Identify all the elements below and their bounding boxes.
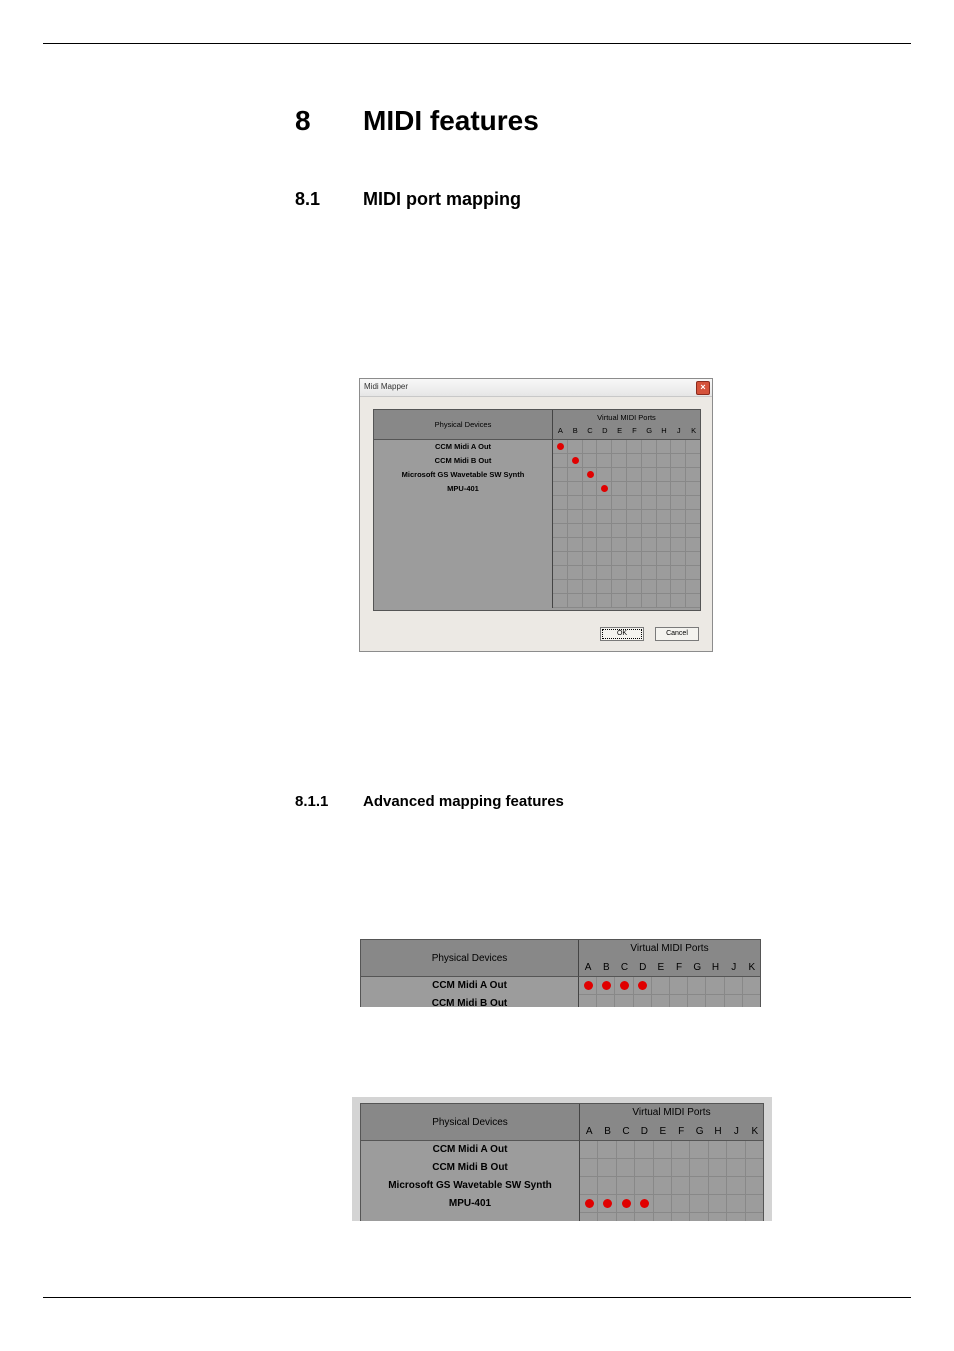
matrix-cell[interactable] (642, 454, 657, 468)
mapping-dot[interactable] (620, 981, 629, 990)
matrix-cell[interactable] (642, 496, 657, 510)
port-letter-d: D (602, 426, 608, 435)
matrix-cell[interactable] (686, 454, 701, 468)
mapping-grid (373, 409, 701, 611)
matrix-cell[interactable] (672, 1159, 690, 1177)
device-label: MPU-401 (447, 484, 479, 493)
port-letter-a: A (557, 426, 563, 435)
matrix-cell[interactable] (583, 510, 598, 524)
matrix-cell[interactable] (583, 482, 598, 496)
matrix-cell[interactable] (612, 566, 627, 580)
matrix-cell[interactable] (568, 482, 583, 496)
matrix-cell[interactable] (597, 510, 612, 524)
matrix-cell[interactable] (597, 538, 612, 552)
matrix-cell[interactable] (597, 524, 612, 538)
mapping-dot[interactable] (622, 1199, 631, 1208)
port-letter-b: B (604, 1126, 611, 1137)
matrix-cell[interactable] (709, 1195, 727, 1213)
port-letter-f: F (678, 1126, 685, 1137)
matrix-cell[interactable] (597, 468, 612, 482)
matrix-cell[interactable] (746, 1159, 764, 1177)
mapping-dot[interactable] (638, 981, 647, 990)
matrix-cell[interactable] (671, 566, 686, 580)
matrix-cell[interactable] (553, 510, 568, 524)
matrix-cell[interactable] (746, 1195, 764, 1213)
virtual-ports-title: Virtual MIDI Ports (597, 413, 656, 422)
matrix-cell[interactable] (597, 552, 612, 566)
matrix-cell[interactable] (612, 524, 627, 538)
matrix-cell[interactable] (553, 538, 568, 552)
matrix-cell[interactable] (686, 468, 701, 482)
matrix-cell[interactable] (642, 552, 657, 566)
footer-rule (43, 1297, 911, 1298)
matrix-cell[interactable] (627, 496, 642, 510)
matrix-cell[interactable] (654, 1195, 672, 1213)
matrix-cell[interactable] (627, 566, 642, 580)
matrix-cell[interactable] (612, 538, 627, 552)
subsubsection-number: 8.1.1 (295, 793, 329, 810)
port-letter-f: F (632, 426, 637, 435)
mapping-dot[interactable] (601, 485, 608, 492)
port-letter-g: G (646, 426, 653, 435)
device-label: CCM Midi B Out (432, 1162, 508, 1173)
matrix-cell[interactable] (598, 1177, 616, 1195)
mapping-dot[interactable] (572, 457, 579, 464)
port-matrix (579, 1141, 763, 1221)
port-letter-a: A (585, 1126, 593, 1137)
matrix-cell[interactable] (657, 510, 672, 524)
matrix-cell[interactable] (671, 580, 686, 594)
mapping-dot[interactable] (603, 1199, 612, 1208)
matrix-cell[interactable] (727, 1195, 745, 1213)
matrix-cell[interactable] (686, 524, 701, 538)
mapping-dot[interactable] (585, 1199, 594, 1208)
matrix-cell[interactable] (568, 538, 583, 552)
matrix-cell[interactable] (642, 482, 657, 496)
matrix-cell[interactable] (553, 454, 568, 468)
matrix-cell[interactable] (580, 1141, 598, 1159)
port-letter-e: E (617, 426, 623, 435)
matrix-cell[interactable] (688, 995, 706, 1007)
matrix-cell[interactable] (686, 538, 701, 552)
matrix-cell[interactable] (635, 1141, 653, 1159)
matrix-cell[interactable] (627, 538, 642, 552)
matrix-cell[interactable] (617, 1177, 635, 1195)
matrix-cell[interactable] (617, 1141, 635, 1159)
matrix-cell[interactable] (727, 1213, 745, 1221)
subsection-title: MIDI port mapping (363, 189, 521, 209)
port-letter-j: J (733, 1126, 739, 1137)
matrix-cell[interactable] (642, 566, 657, 580)
port-letter-k: K (691, 426, 697, 435)
matrix-cell[interactable] (690, 1213, 708, 1221)
port-letter-h: H (714, 1126, 722, 1137)
matrix-cell[interactable] (597, 594, 612, 608)
matrix-cell[interactable] (553, 552, 568, 566)
matrix-cell[interactable] (597, 995, 615, 1007)
matrix-cell[interactable] (686, 566, 701, 580)
matrix-cell[interactable] (706, 977, 724, 995)
matrix-cell[interactable] (672, 1213, 690, 1221)
matrix-cell[interactable] (642, 538, 657, 552)
section-number: 8 (295, 105, 311, 136)
section-title: MIDI features (363, 105, 539, 136)
matrix-cell[interactable] (671, 482, 686, 496)
matrix-cell[interactable] (583, 580, 598, 594)
matrix-cell[interactable] (634, 995, 652, 1007)
mapping-grid-one-to-many (360, 939, 761, 1007)
matrix-cell[interactable] (568, 524, 583, 538)
port-letter-g: G (693, 962, 702, 973)
matrix-cell[interactable] (706, 995, 724, 1007)
matrix-cell[interactable] (642, 580, 657, 594)
matrix-cell[interactable] (670, 995, 688, 1007)
matrix-cell[interactable] (743, 977, 761, 995)
matrix-cell[interactable] (583, 552, 598, 566)
matrix-cell[interactable] (627, 482, 642, 496)
matrix-cell[interactable] (612, 468, 627, 482)
matrix-cell[interactable] (553, 580, 568, 594)
matrix-cell[interactable] (690, 1141, 708, 1159)
matrix-cell[interactable] (671, 468, 686, 482)
matrix-cell[interactable] (612, 440, 627, 454)
matrix-cell[interactable] (642, 440, 657, 454)
matrix-cell[interactable] (568, 580, 583, 594)
mapping-dot[interactable] (584, 981, 593, 990)
matrix-cell[interactable] (568, 440, 583, 454)
matrix-cell[interactable] (671, 440, 686, 454)
matrix-cell[interactable] (654, 1159, 672, 1177)
port-letter-h: H (661, 426, 667, 435)
matrix-cell[interactable] (598, 1213, 616, 1221)
device-label: CCM Midi A Out (434, 442, 492, 451)
port-letter-k: K (748, 962, 756, 973)
port-letter-d: D (639, 962, 647, 973)
matrix-cell[interactable] (657, 454, 672, 468)
port-letter-d: D (640, 1126, 648, 1137)
port-letter-c: C (620, 962, 629, 973)
matrix-cell[interactable] (727, 1159, 745, 1177)
cancel-button[interactable]: Cancel (655, 627, 699, 641)
matrix-cell[interactable] (627, 594, 642, 608)
matrix-cell[interactable] (568, 496, 583, 510)
matrix-cell[interactable] (657, 580, 672, 594)
matrix-cell[interactable] (654, 1177, 672, 1195)
matrix-cell[interactable] (642, 594, 657, 608)
close-icon[interactable]: × (696, 381, 710, 395)
matrix-cell[interactable] (627, 580, 642, 594)
matrix-cell[interactable] (642, 468, 657, 482)
port-letter-c: C (622, 1126, 630, 1137)
matrix-cell[interactable] (642, 510, 657, 524)
matrix-cell[interactable] (642, 524, 657, 538)
port-letter-j: J (731, 962, 737, 973)
dialog-title: Midi Mapper (364, 382, 409, 391)
device-label: Microsoft GS Wavetable SW Synth (388, 1180, 552, 1191)
matrix-cell[interactable] (657, 594, 672, 608)
device-label: CCM Midi B Out (434, 456, 492, 465)
matrix-cell[interactable] (686, 580, 701, 594)
matrix-cell[interactable] (580, 1177, 598, 1195)
matrix-cell[interactable] (671, 594, 686, 608)
virtual-ports-header (579, 1104, 763, 1141)
matrix-cell[interactable] (657, 552, 672, 566)
matrix-cell[interactable] (688, 977, 706, 995)
matrix-cell[interactable] (725, 995, 743, 1007)
matrix-cell[interactable] (597, 566, 612, 580)
matrix-cell[interactable] (746, 1141, 764, 1159)
port-letter-j: J (676, 426, 681, 435)
port-letter-c: C (587, 426, 593, 435)
matrix-cell[interactable] (597, 580, 612, 594)
matrix-cell[interactable] (743, 995, 761, 1007)
port-matrix (578, 977, 760, 1007)
port-letter-g: G (695, 1126, 704, 1137)
matrix-cell[interactable] (635, 1159, 653, 1177)
matrix-cell[interactable] (617, 1213, 635, 1221)
matrix-cell[interactable] (580, 1159, 598, 1177)
matrix-cell[interactable] (597, 454, 612, 468)
matrix-cell[interactable] (553, 524, 568, 538)
matrix-cell[interactable] (671, 454, 686, 468)
port-letter-e: E (657, 962, 665, 973)
matrix-cell[interactable] (553, 482, 568, 496)
device-label: CCM Midi A Out (432, 1144, 508, 1155)
matrix-cell[interactable] (657, 468, 672, 482)
matrix-cell[interactable] (553, 566, 568, 580)
matrix-cell[interactable] (568, 594, 583, 608)
matrix-cell[interactable] (654, 1213, 672, 1221)
matrix-cell[interactable] (598, 1159, 616, 1177)
matrix-cell[interactable] (709, 1213, 727, 1221)
matrix-cell[interactable] (583, 524, 598, 538)
matrix-cell[interactable] (657, 496, 672, 510)
matrix-cell[interactable] (670, 977, 688, 995)
matrix-cell[interactable] (635, 1213, 653, 1221)
matrix-cell[interactable] (746, 1177, 764, 1195)
matrix-cell[interactable] (727, 1177, 745, 1195)
matrix-cell[interactable] (671, 538, 686, 552)
matrix-cell[interactable] (709, 1177, 727, 1195)
matrix-cell[interactable] (657, 538, 672, 552)
matrix-cell[interactable] (671, 510, 686, 524)
matrix-cell[interactable] (627, 510, 642, 524)
matrix-cell[interactable] (597, 440, 612, 454)
matrix-cell[interactable] (627, 524, 642, 538)
matrix-cell[interactable] (568, 510, 583, 524)
matrix-cell[interactable] (612, 594, 627, 608)
matrix-cell[interactable] (690, 1177, 708, 1195)
matrix-cell[interactable] (657, 524, 672, 538)
matrix-cell[interactable] (583, 454, 598, 468)
matrix-cell[interactable] (583, 440, 598, 454)
matrix-cell[interactable] (568, 566, 583, 580)
port-letter-h: H (711, 962, 720, 973)
midi-mapper-dialog (359, 378, 713, 652)
virtual-ports-title: Virtual MIDI Ports (632, 1107, 711, 1118)
matrix-cell[interactable] (671, 552, 686, 566)
matrix-cell[interactable] (652, 995, 670, 1007)
port-letter-k: K (751, 1126, 759, 1137)
device-label: CCM Midi A Out (432, 980, 507, 991)
matrix-cell[interactable] (553, 496, 568, 510)
matrix-cell[interactable] (746, 1213, 764, 1221)
matrix-cell[interactable] (686, 594, 701, 608)
matrix-cell[interactable] (568, 552, 583, 566)
matrix-cell[interactable] (672, 1141, 690, 1159)
matrix-cell[interactable] (583, 496, 598, 510)
mapping-dot[interactable] (557, 443, 564, 450)
matrix-cell[interactable] (686, 496, 701, 510)
matrix-cell[interactable] (612, 496, 627, 510)
matrix-cell[interactable] (690, 1195, 708, 1213)
port-letter-f: F (676, 962, 683, 973)
matrix-cell[interactable] (568, 468, 583, 482)
port-letter-b: B (602, 962, 610, 973)
matrix-cell[interactable] (612, 580, 627, 594)
subsubsection-title: Advanced mapping features (363, 793, 564, 810)
matrix-cell[interactable] (612, 482, 627, 496)
matrix-cell[interactable] (654, 1141, 672, 1159)
matrix-cell[interactable] (671, 524, 686, 538)
matrix-cell[interactable] (612, 454, 627, 468)
mapping-dot[interactable] (587, 471, 594, 478)
subsection-number: 8.1 (295, 189, 321, 209)
matrix-cell[interactable] (627, 454, 642, 468)
matrix-cell[interactable] (652, 977, 670, 995)
matrix-cell[interactable] (627, 468, 642, 482)
physical-devices-header: Physical Devices (361, 1104, 579, 1141)
matrix-cell[interactable] (657, 566, 672, 580)
header-rule (43, 43, 911, 44)
virtual-ports-header (578, 940, 760, 977)
dialog-titlebar (360, 379, 712, 397)
matrix-cell[interactable] (657, 440, 672, 454)
virtual-ports-header (552, 410, 700, 440)
mapping-dot[interactable] (640, 1199, 649, 1208)
port-letter-a: A (584, 962, 592, 973)
ok-button[interactable]: OK (600, 627, 644, 641)
matrix-cell[interactable] (627, 440, 642, 454)
matrix-cell[interactable] (672, 1195, 690, 1213)
matrix-cell[interactable] (690, 1159, 708, 1177)
virtual-ports-title: Virtual MIDI Ports (630, 943, 709, 954)
matrix-cell[interactable] (583, 538, 598, 552)
matrix-cell[interactable] (617, 1159, 635, 1177)
matrix-cell[interactable] (686, 510, 701, 524)
matrix-cell[interactable] (597, 496, 612, 510)
matrix-cell[interactable] (579, 995, 597, 1007)
matrix-cell[interactable] (727, 1141, 745, 1159)
matrix-cell[interactable] (709, 1159, 727, 1177)
device-label: MPU-401 (448, 1198, 492, 1209)
matrix-cell[interactable] (553, 468, 568, 482)
physical-devices-header: Physical Devices (374, 410, 552, 440)
matrix-cell[interactable] (583, 566, 598, 580)
matrix-cell[interactable] (580, 1213, 598, 1221)
matrix-cell[interactable] (615, 995, 633, 1007)
matrix-cell[interactable] (671, 496, 686, 510)
matrix-cell[interactable] (635, 1177, 653, 1195)
matrix-cell[interactable] (553, 594, 568, 608)
matrix-cell[interactable] (612, 552, 627, 566)
matrix-cell[interactable] (627, 552, 642, 566)
mapping-grid-mpu (360, 1103, 764, 1221)
port-letter-e: E (659, 1126, 667, 1137)
matrix-cell[interactable] (657, 482, 672, 496)
port-letter-b: B (572, 426, 578, 435)
matrix-cell[interactable] (672, 1177, 690, 1195)
matrix-cell[interactable] (583, 594, 598, 608)
matrix-cell[interactable] (598, 1141, 616, 1159)
physical-devices-header: Physical Devices (361, 940, 578, 977)
matrix-cell[interactable] (686, 440, 701, 454)
matrix-cell[interactable] (612, 510, 627, 524)
device-label: Microsoft GS Wavetable SW Synth (401, 470, 525, 479)
matrix-cell[interactable] (686, 552, 701, 566)
matrix-cell[interactable] (686, 482, 701, 496)
matrix-cell[interactable] (725, 977, 743, 995)
mapping-dot[interactable] (602, 981, 611, 990)
port-matrix (552, 440, 700, 608)
device-label: CCM Midi B Out (431, 998, 508, 1007)
matrix-cell[interactable] (709, 1141, 727, 1159)
